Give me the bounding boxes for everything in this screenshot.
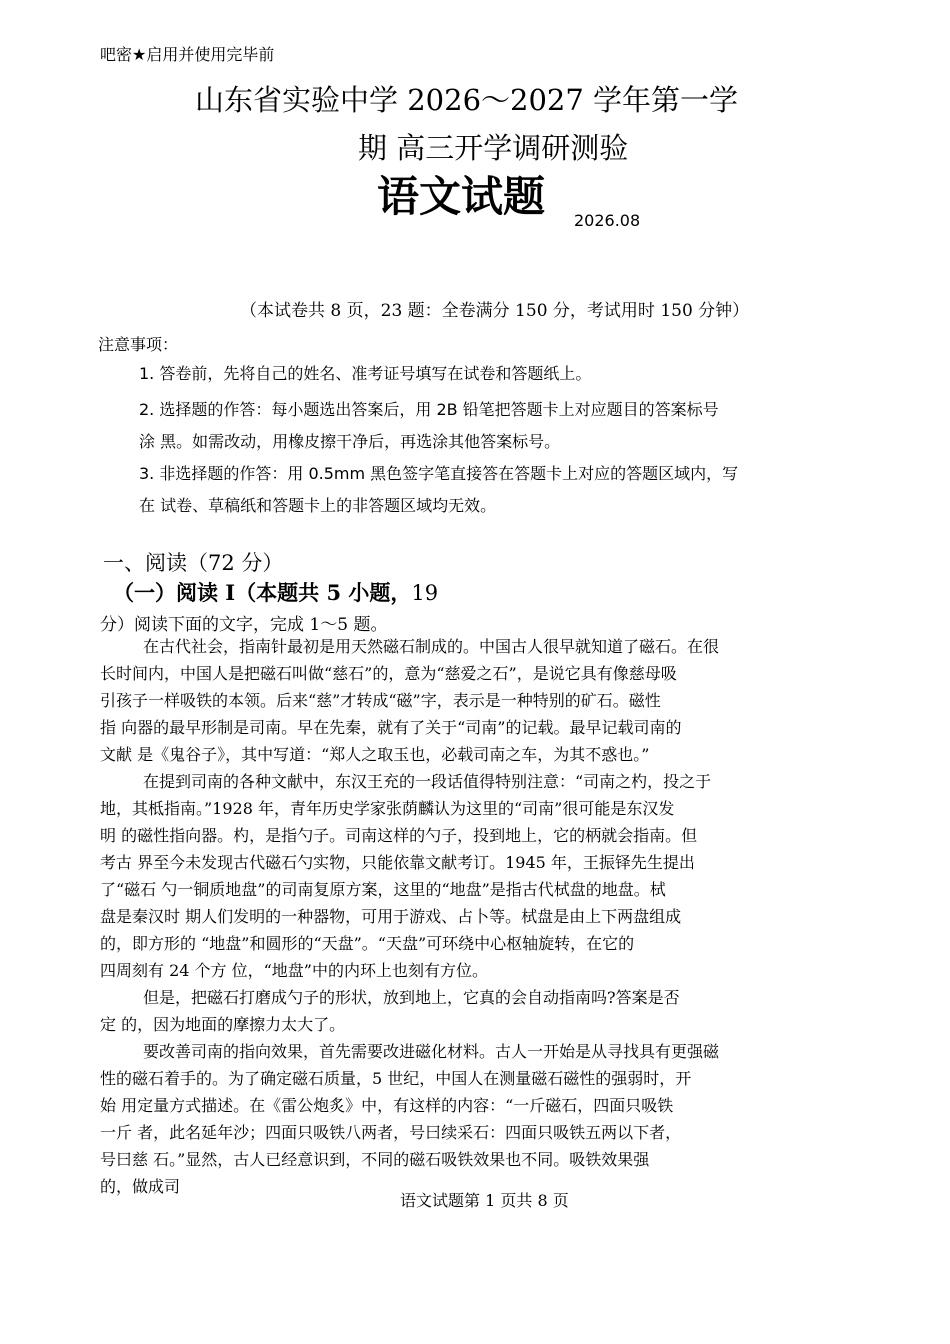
passage-line: 文献 是《鬼谷子》，其中写道：“郑人之取玉也，必载司南之车，为其不惑也。”: [100, 745, 650, 764]
passage-line: 了“磁石 勺一铜质地盘”的司南复原方案，这里的“地盘”是指古代栻盘的地盘。栻: [100, 880, 666, 899]
passage-line: 长时间内，中国人是把磁石叫做“慈石”的，意为“慈爱之石”，是说它具有像慈母吸: [100, 664, 677, 683]
passage-line: 号曰慈 石。”显然，古人已经意识到，不同的磁石吸铁效果也不同。吸铁效果强: [100, 1150, 650, 1169]
section-title: 一、阅读（72 分）: [103, 551, 284, 575]
exam-date: 2026.08: [574, 211, 641, 230]
passage-line: 四周刻有 24 个方 位，“地盘”中的内环上也刻有方位。: [100, 961, 488, 980]
passage-line: 在提到司南的各种文献中，东汉王充的一段话值得特别注意：“司南之杓，投之于: [143, 772, 712, 791]
passage-line: 一斤 者，此名延年沙；四面只吸铁八两者，号曰续采石：四面只吸铁五两以下者，: [100, 1123, 682, 1142]
notice-item-2: [139, 394, 839, 458]
passage-line: 但是，把磁石打磨成勺子的形状，放到地上，它真的会自动指南吗?答案是否: [143, 988, 680, 1007]
passage-line: 的，即方形的 “地盘”和圆形的“天盘”。“天盘”可环绕中心枢轴旋转，在它的: [100, 934, 635, 953]
section-subtitle-tail: 19: [411, 581, 439, 605]
notice-line: 涂 黑。如需改动，用橡皮擦干净后，再选涂其他答案标号。: [139, 432, 561, 451]
passage-line: 考古 界至今未发现古代磁石勺实物，只能依靠文献考订。1945 年，王振铎先生提出: [100, 853, 695, 872]
passage-line: 引孩子一样吸铁的本领。后来“慈”才转成“磁”字，表示是一种特别的矿石。磁性: [100, 691, 661, 710]
section-instruction: 分）阅读下面的文字，完成 1～5 题。: [100, 615, 388, 635]
passage-line: 要改善司南的指向效果，首先需要改进磁化材料。古人一开始是从寻找具有更强磁: [143, 1042, 720, 1061]
passage-line: 的，做成司: [100, 1177, 181, 1196]
notice-line: 1. 答卷前，先将自己的姓名、准考证号填写在试卷和答题纸上。: [139, 364, 592, 383]
passage-line: 盘是秦汉时 期人们发明的一种器物，可用于游戏、占卜等。栻盘是由上下两盘组成: [100, 907, 682, 926]
notice-line: 3. 非选择题的作答：用 0.5mm 黑色签字笔直接答在答题卡上对应的答题区域内，写: [139, 464, 739, 483]
exam-info: （本试卷共 8 页，23 题：全卷满分 150 分，考试用时 150 分钟）: [240, 301, 750, 321]
page-footer: 语文试题第 1 页共 8 页: [400, 1191, 569, 1210]
notice-line: 2. 选择题的作答：每小题选出答案后，用 2B 铅笔把答题卡上对应题目的答案标号: [139, 400, 719, 419]
passage-line: 性的磁石着手的。为了确定磁石质量，5 世纪，中国人在测量磁石磁性的强弱时，开: [100, 1069, 692, 1088]
passage-line: 地，其柢指南。”1928 年，青年历史学家张荫麟认为这里的“司南”很可能是东汉发: [100, 799, 675, 818]
reading-passage: [100, 633, 860, 1200]
exam-title-line1: 山东省实验中学 2026～2027 学年第一学: [195, 83, 739, 117]
notice-line: 在 试卷、草稿纸和答题卡上的非答题区域均无效。: [139, 496, 497, 515]
passage-line: 定 的，因为地面的摩擦力太大了。: [100, 1015, 346, 1034]
confidential-label: 吧密★启用并使用完毕前: [100, 45, 275, 64]
passage-line: 在古代社会，指南针最初是用天然磁石制成的。中国古人很早就知道了磁石。在很: [143, 637, 720, 656]
section-subtitle-bold: （一）阅读 I（本题共 5 小题，: [113, 580, 412, 605]
section-subtitle: [113, 577, 438, 607]
notice-item-1: [139, 358, 839, 390]
exam-title-line2: 期 高三开学调研测验: [358, 131, 629, 165]
notice-heading: 注意事项：: [98, 335, 179, 354]
subject-title: 语文试题: [377, 172, 546, 221]
passage-line: 指 向器的最早形制是司南。早在先秦，就有了关于“司南”的记载。最早记载司南的: [100, 718, 682, 737]
notice-item-3: [139, 458, 839, 522]
passage-line: 明 的磁性指向器。杓，是指勺子。司南这样的勺子，投到地上，它的柄就会指南。但: [100, 826, 698, 845]
passage-line: 始 用定量方式描述。在《雷公炮炙》中，有这样的内容：“一斤磁石，四面只吸铁: [100, 1096, 674, 1115]
